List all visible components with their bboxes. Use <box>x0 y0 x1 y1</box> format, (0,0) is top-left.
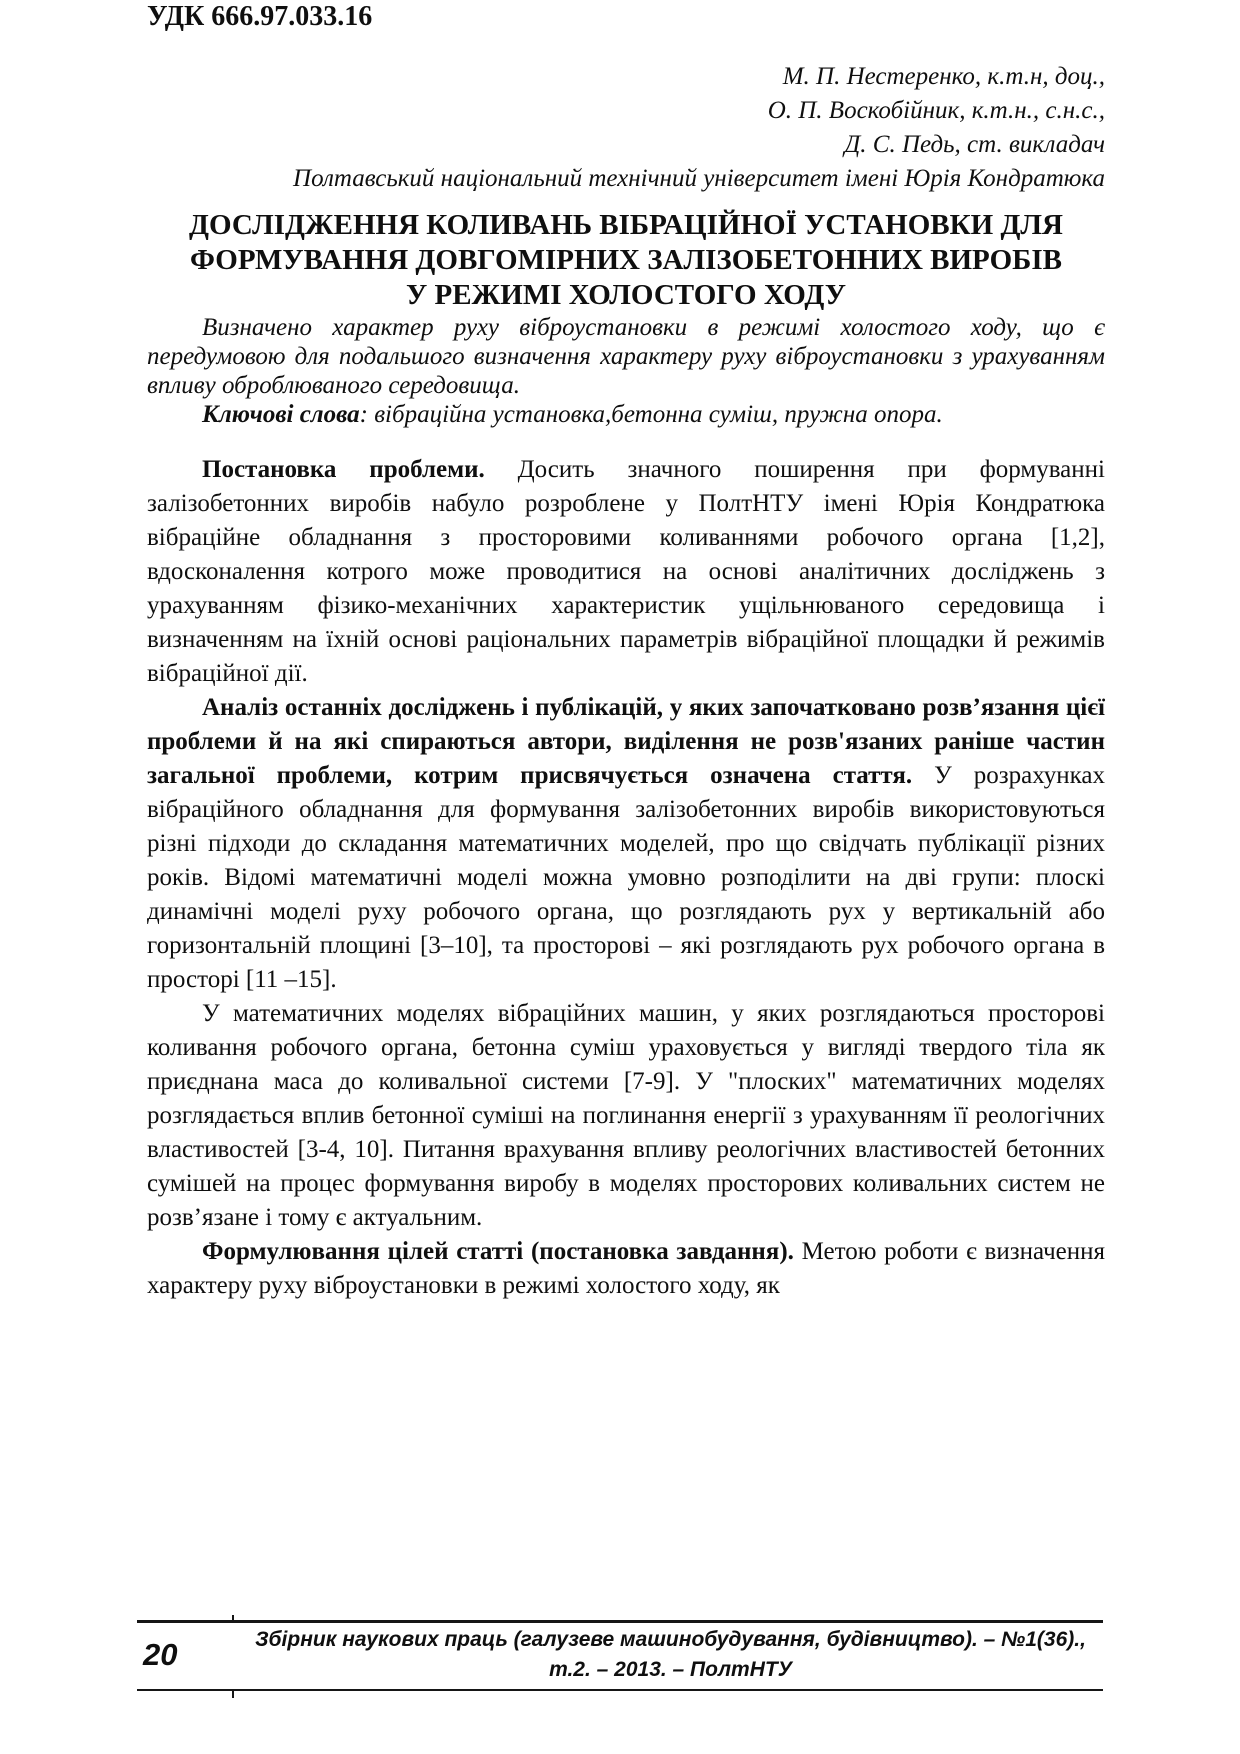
paragraph-problem-statement <box>147 453 1105 691</box>
page-number: 20 <box>143 1637 178 1672</box>
paragraph-goals <box>147 1235 1105 1303</box>
keywords-line <box>147 400 1105 430</box>
author-line: О. П. Воскобійник, к.т.н., с.н.с., <box>767 97 1105 124</box>
footer-divider-tick-top <box>232 1615 234 1623</box>
paragraph-text: Метою роботи є визначення характеру руху віброустановки в режимі холостого ходу, як <box>147 1238 1105 1299</box>
affiliation: Полтавський національний технічний університет імені Юрія Кондратюка <box>293 165 1105 192</box>
paragraph-text: Досить значного поширення при формуванні залізобетонних виробів набуло розроблене у ПолтНТУ імені Юрія Кондратюка вібраційне обладнання з просторовими коливаннями робочого органа [1,2], вдосконалення котрого може проводитися на основі аналітичних досліджень з урахуванням фізико-механічних характеристик ущільнюваного середовища і визначенням на їхній основі раціональних параметрів вібраційної площадки й режимів вібраційної дії. <box>147 456 1105 687</box>
article-title <box>147 208 1105 313</box>
author-line: М. П. Нестеренко, к.т.н, доц., <box>782 63 1105 90</box>
title-line: У РЕЖИМІ ХОЛОСТОГО ХОДУ <box>406 279 846 311</box>
paragraph-models <box>147 997 1105 1235</box>
paragraph-lead: Аналіз останніх досліджень і публікацій, у яких започатковано розв’язання цієї проблеми й на які спираються автори, виділення не розв'язаних раніше частин загальної проблеми, котрим присвячується означена стаття. <box>147 694 1105 789</box>
paragraph-lead: Постановка проблеми. <box>202 456 485 483</box>
title-line: ДОСЛІДЖЕННЯ КОЛИВАНЬ ВІБРАЦІЙНОЇ УСТАНОВКИ ДЛЯ <box>189 209 1063 241</box>
paragraph-text: У розрахунках вібраційного обладнання для формування залізобетонних виробів використовуються різні підходи до складання математичних моделей, про що свідчать публікації різних років. Відомі математичні моделі можна умовно розподілити на дві групи: плоскі динамічні моделі руху робочого органа, що розглядають рух у вертикальній або горизонтальній площині [3–10], та просторові – які розглядають рух робочого органа в просторі [11 –15]. <box>147 762 1106 993</box>
udc-number: УДК 666.97.033.16 <box>147 1 373 32</box>
authors-block <box>147 60 1105 196</box>
author-line: Д. С. Педь, ст. викладач <box>844 131 1105 158</box>
paragraph-lead: Формулювання цілей статті (постановка завдання). <box>202 1238 794 1265</box>
paragraph-analysis <box>147 691 1105 997</box>
paragraph-text: У математичних моделях вібраційних машин, у яких розглядаються просторові коливання робочого органа, бетонна суміш ураховується у вигляді твердого тіла як приєднана маса до коливальної системи [7-9]. У "плоских" математичних моделях розглядається вплив бетонної суміші на поглинання енергії з урахуванням її реологічних властивостей [3-4, 10]. Питання врахування впливу реологічних властивостей бетонних сумішей на процес формування виробу в моделях просторових коливальних систем не розв’язане і тому є актуальним. <box>147 1000 1105 1231</box>
page-footer <box>137 1620 1103 1691</box>
footer-journal-title: Збірник наукових праць (галузеве машинобудування, будівництво). – №1(36)., т.2. – 2013. – ПолтНТУ <box>255 1628 1086 1681</box>
abstract-paragraph: Визначено характер руху віброустановки в режимі холостого ходу, що є передумовою для подальшого визначення характеру руху віброустановки з урахуванням впливу оброблюваного середовища. <box>147 314 1105 399</box>
title-line: ФОРМУВАННЯ ДОВГОМІРНИХ ЗАЛІЗОБЕТОННИХ ВИРОБІВ <box>190 244 1062 276</box>
page-content <box>147 0 1105 1303</box>
keywords-text: : вібраційна установка,бетонна суміш, пружна опора. <box>359 401 943 428</box>
footer-divider-tick-bottom <box>232 1689 234 1698</box>
keywords-label: Ключові слова <box>202 401 360 428</box>
